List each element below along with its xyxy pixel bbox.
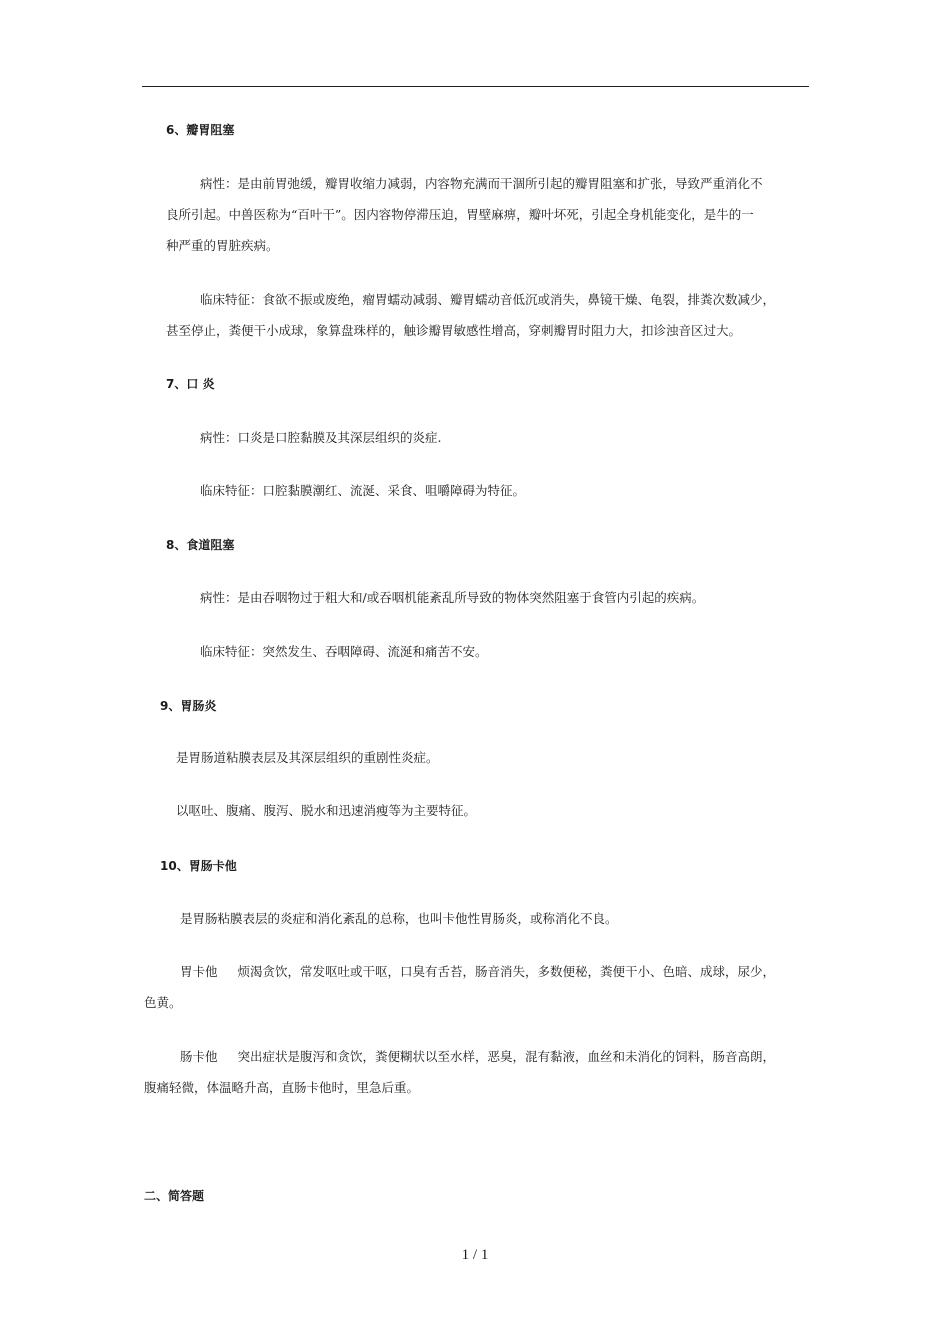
s9-line-2: 以呕吐、腹痛、腹泻、脱水和迅速消瘦等为主要特征。 bbox=[176, 803, 477, 818]
section-heading-8: 8、食道阻塞 bbox=[166, 538, 235, 552]
intestine-catarrh-text: 突出症状是腹泻和贪饮，粪便糊状以至水样，恶臭，混有黏液，血丝和未消化的饲料，肠音高朗， bbox=[237, 1049, 776, 1064]
stomach-catarrh-label: 胃卡他 bbox=[180, 964, 218, 979]
intestine-catarrh-label: 肠卡他 bbox=[180, 1049, 218, 1064]
stomach-catarrh-text: 烦渴贪饮，常发呕吐或干呕，口臭有舌苔，肠音消失，多数便秘，粪便干小、色暗、成球，尿少， bbox=[237, 964, 776, 979]
section-heading-7: 7、口 炎 bbox=[166, 377, 215, 391]
s9-line-1: 是胃肠道粘膜表层及其深层组织的重剧性炎症。 bbox=[176, 750, 439, 765]
s8-clinical: 临床特征：突然发生、吞咽障碍、流涎和痛苦不安。 bbox=[200, 644, 488, 659]
part-heading-short-answer: 二、简答题 bbox=[144, 1189, 205, 1203]
s10-intestine-line-1 bbox=[180, 1049, 775, 1065]
s7-clinical: 临床特征：口腔黏膜潮红、流涎、采食、咀嚼障碍为特征。 bbox=[200, 483, 526, 498]
s6-etiology-line-2: 良所引起。中兽医称为“百叶干”。因内容物停滞压迫，胃壁麻痹，瓣叶坏死，引起全身机能变化，是牛的一 bbox=[166, 207, 754, 222]
section-heading-9: 9、胃肠炎 bbox=[160, 699, 217, 713]
s10-stomach-line-1 bbox=[180, 964, 775, 980]
s7-etiology: 病性：口炎是口腔黏膜及其深层组织的炎症. bbox=[200, 430, 442, 445]
page-number: 1 / 1 bbox=[461, 1247, 489, 1263]
s10-intro: 是胃肠粘膜表层的炎症和消化紊乱的总称，也叫卡他性胃肠炎，或称消化不良。 bbox=[180, 911, 618, 926]
s10-intestine-line-2: 腹痛轻微，体温略升高，直肠卡他时，里急后重。 bbox=[144, 1080, 420, 1095]
s6-etiology-line-3: 种严重的胃脏疾病。 bbox=[166, 238, 279, 253]
header-rule bbox=[142, 86, 809, 87]
s6-clinical-line-1: 临床特征：食欲不振或废绝，瘤胃蠕动减弱、瓣胃蠕动音低沉或消失，鼻镜干燥、龟裂，排粪次数减少， bbox=[200, 292, 776, 307]
s8-etiology: 病性：是由吞咽物过于粗大和/或吞咽机能紊乱所导致的物体突然阻塞于食管内引起的疾病。 bbox=[200, 590, 705, 605]
s10-stomach-line-2: 色黄。 bbox=[144, 995, 182, 1010]
s6-clinical-line-2: 甚至停止，粪便干小成球，象算盘珠样的，触诊瓣胃敏感性增高，穿刺瓣胃时阻力大，扣诊浊音区过大。 bbox=[166, 323, 742, 338]
s6-etiology-line-1: 病性：是由前胃弛缓，瓣胃收缩力减弱，内容物充满而干涸所引起的瓣胃阻塞和扩张，导致严重消化不 bbox=[200, 176, 763, 191]
section-heading-10: 10、胃肠卡他 bbox=[160, 859, 237, 873]
section-heading-6: 6、瓣胃阻塞 bbox=[166, 123, 235, 137]
